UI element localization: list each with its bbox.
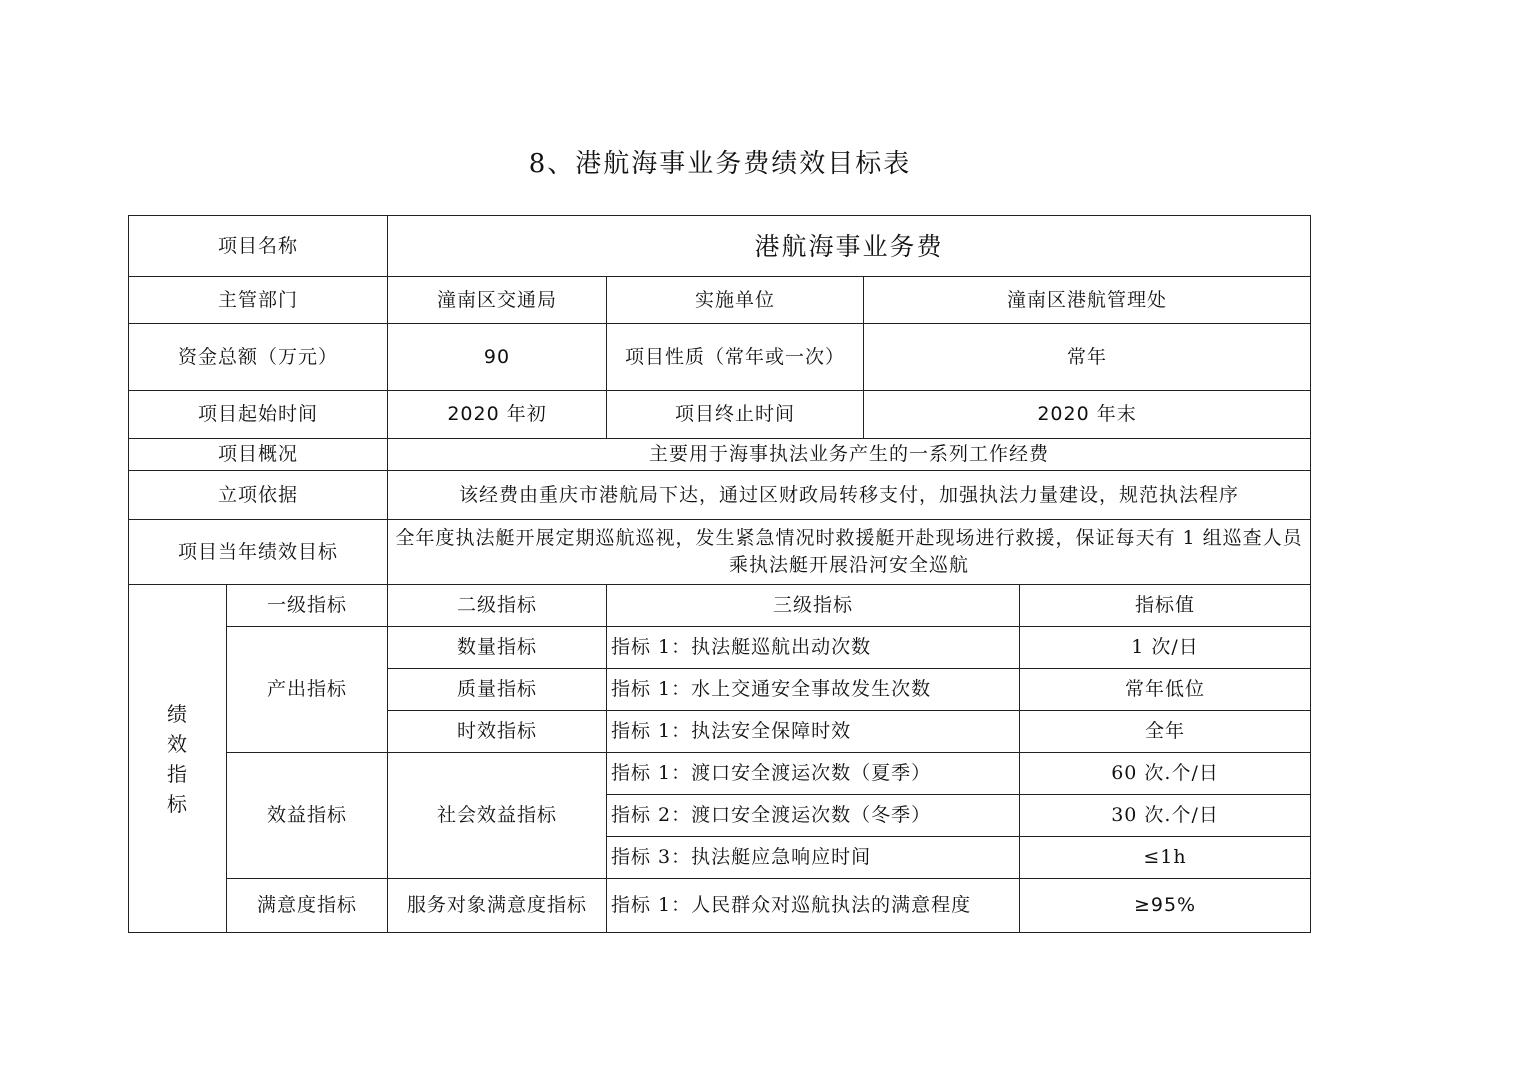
page-title: 8、港航海事业务费绩效目标表 bbox=[528, 149, 912, 179]
output-level3: 指标 1：执法艇巡航出动次数 bbox=[607, 627, 1020, 669]
output-value: 1 次/日 bbox=[1020, 627, 1311, 669]
dept-label: 主管部门 bbox=[129, 277, 388, 324]
benefit-value: ≤1h bbox=[1020, 837, 1311, 879]
project-name-label: 项目名称 bbox=[129, 216, 388, 277]
output-level2: 质量指标 bbox=[388, 669, 607, 711]
output-level1: 产出指标 bbox=[227, 627, 388, 753]
row-fund bbox=[129, 324, 1311, 391]
output-level3: 指标 1：水上交通安全事故发生次数 bbox=[607, 669, 1020, 711]
nature-value: 常年 bbox=[864, 324, 1311, 391]
row-department bbox=[129, 277, 1311, 324]
benefit-level1: 效益指标 bbox=[227, 753, 388, 879]
row-time bbox=[129, 391, 1311, 439]
basis-label: 立项依据 bbox=[129, 471, 388, 520]
start-value: 2020 年初 bbox=[388, 391, 607, 439]
indicators-section-cell bbox=[129, 585, 227, 933]
output-value: 常年低位 bbox=[1020, 669, 1311, 711]
header-level1: 一级指标 bbox=[227, 585, 388, 627]
indicators-section-label: 绩效指标 bbox=[167, 701, 188, 816]
indicator-header-row bbox=[129, 585, 1311, 627]
row-basis bbox=[129, 471, 1311, 520]
impl-value: 潼南区港航管理处 bbox=[864, 277, 1311, 324]
output-value: 全年 bbox=[1020, 711, 1311, 753]
header-value: 指标值 bbox=[1020, 585, 1311, 627]
end-value: 2020 年末 bbox=[864, 391, 1311, 439]
table-row bbox=[129, 753, 1311, 795]
goal-label: 项目当年绩效目标 bbox=[129, 520, 388, 585]
fund-label: 资金总额（万元） bbox=[129, 324, 388, 391]
benefit-level3: 指标 1：渡口安全渡运次数（夏季） bbox=[607, 753, 1020, 795]
overview-label: 项目概况 bbox=[129, 439, 388, 471]
row-project-name bbox=[129, 216, 1311, 277]
project-name-value: 港航海事业务费 bbox=[388, 216, 1311, 277]
row-goal bbox=[129, 520, 1311, 585]
impl-label: 实施单位 bbox=[607, 277, 864, 324]
table-row bbox=[129, 627, 1311, 669]
performance-target-table bbox=[128, 215, 1311, 933]
fund-value: 90 bbox=[388, 324, 607, 391]
output-level2: 时效指标 bbox=[388, 711, 607, 753]
goal-value: 全年度执法艇开展定期巡航巡视，发生紧急情况时救援艇开赴现场进行救援，保证每天有 1 组巡查人员乘执法艇开展沿河安全巡航 bbox=[388, 520, 1311, 585]
nature-label: 项目性质（常年或一次） bbox=[607, 324, 864, 391]
output-level2: 数量指标 bbox=[388, 627, 607, 669]
satisfaction-level3: 指标 1：人民群众对巡航执法的满意程度 bbox=[607, 879, 1020, 933]
benefit-level3: 指标 3：执法艇应急响应时间 bbox=[607, 837, 1020, 879]
overview-value: 主要用于海事执法业务产生的一系列工作经费 bbox=[388, 439, 1311, 471]
row-overview bbox=[129, 439, 1311, 471]
end-label: 项目终止时间 bbox=[607, 391, 864, 439]
benefit-value: 30 次.个/日 bbox=[1020, 795, 1311, 837]
satisfaction-level2: 服务对象满意度指标 bbox=[388, 879, 607, 933]
satisfaction-value: ≥95% bbox=[1020, 879, 1311, 933]
header-level3: 三级指标 bbox=[607, 585, 1020, 627]
start-label: 项目起始时间 bbox=[129, 391, 388, 439]
table-row bbox=[129, 879, 1311, 933]
output-level3: 指标 1：执法安全保障时效 bbox=[607, 711, 1020, 753]
benefit-level3: 指标 2：渡口安全渡运次数（冬季） bbox=[607, 795, 1020, 837]
benefit-value: 60 次.个/日 bbox=[1020, 753, 1311, 795]
benefit-level2: 社会效益指标 bbox=[388, 753, 607, 879]
dept-value: 潼南区交通局 bbox=[388, 277, 607, 324]
basis-value: 该经费由重庆市港航局下达，通过区财政局转移支付，加强执法力量建设，规范执法程序 bbox=[388, 471, 1311, 520]
header-level2: 二级指标 bbox=[388, 585, 607, 627]
satisfaction-level1: 满意度指标 bbox=[227, 879, 388, 933]
